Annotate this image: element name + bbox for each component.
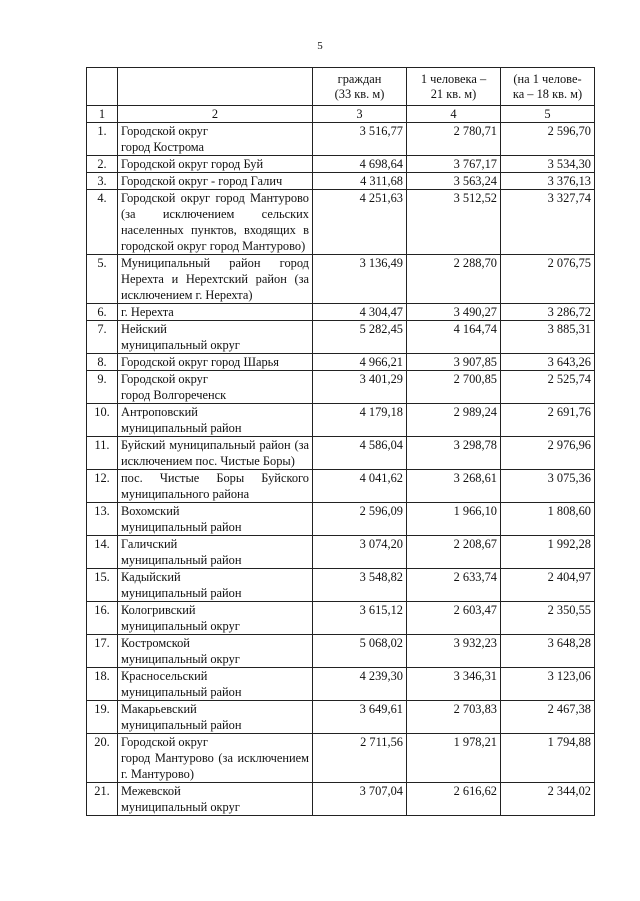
row-value-col5: 2 976,96: [501, 437, 595, 470]
row-value-col5: 2 350,55: [501, 602, 595, 635]
row-name: пос. Чистые Боры Буйского муниципального района: [118, 470, 313, 503]
row-name: Кологривский муниципальный округ: [118, 602, 313, 635]
table-row: [87, 734, 595, 783]
row-name: Костромской муниципальный округ: [118, 635, 313, 668]
header-cell-empty-2: [118, 68, 313, 106]
row-value-col3: 3 548,82: [313, 569, 407, 602]
row-name: Городской округ город Мантурово (за исключением сельских населенных пунктов, входящих в городской округ город Мантурово): [118, 190, 313, 255]
row-value-col4: 2 780,71: [407, 123, 501, 156]
row-number: 4.: [87, 190, 118, 255]
row-name: Городской округ город Кострома: [118, 123, 313, 156]
row-value-col5: 2 525,74: [501, 371, 595, 404]
row-value-col4: 2 633,74: [407, 569, 501, 602]
row-value-col3: 3 649,61: [313, 701, 407, 734]
row-name: Городской округ - город Галич: [118, 173, 313, 190]
row-number: 14.: [87, 536, 118, 569]
row-value-col5: 2 467,38: [501, 701, 595, 734]
row-value-col5: 3 534,30: [501, 156, 595, 173]
column-index-3: 3: [313, 106, 407, 123]
row-value-col3: 4 251,63: [313, 190, 407, 255]
row-number: 18.: [87, 668, 118, 701]
row-value-col5: 3 885,31: [501, 321, 595, 354]
row-value-col3: 4 698,64: [313, 156, 407, 173]
row-value-col5: 2 691,76: [501, 404, 595, 437]
row-number: 13.: [87, 503, 118, 536]
row-value-col4: 1 966,10: [407, 503, 501, 536]
row-value-col3: 3 401,29: [313, 371, 407, 404]
row-value-col3: 4 311,68: [313, 173, 407, 190]
row-value-col5: 3 376,13: [501, 173, 595, 190]
header-col3: граждан (33 кв. м): [313, 68, 407, 106]
table-row: [87, 503, 595, 536]
column-index-5: 5: [501, 106, 595, 123]
table-row: [87, 668, 595, 701]
row-number: 1.: [87, 123, 118, 156]
row-value-col4: 4 164,74: [407, 321, 501, 354]
row-number: 20.: [87, 734, 118, 783]
row-value-col3: 3 074,20: [313, 536, 407, 569]
row-number: 11.: [87, 437, 118, 470]
table-row: [87, 190, 595, 255]
row-value-col5: 3 286,72: [501, 304, 595, 321]
row-value-col5: 2 596,70: [501, 123, 595, 156]
row-number: 10.: [87, 404, 118, 437]
row-value-col4: 2 616,62: [407, 783, 501, 816]
row-value-col4: 2 989,24: [407, 404, 501, 437]
row-name: г. Нерехта: [118, 304, 313, 321]
row-value-col5: 3 327,74: [501, 190, 595, 255]
row-value-col5: 1 992,28: [501, 536, 595, 569]
row-number: 12.: [87, 470, 118, 503]
header-cell-empty-1: [87, 68, 118, 106]
row-value-col4: 2 208,67: [407, 536, 501, 569]
row-value-col4: 2 603,47: [407, 602, 501, 635]
row-value-col5: 3 123,06: [501, 668, 595, 701]
row-number: 21.: [87, 783, 118, 816]
row-value-col4: 3 767,17: [407, 156, 501, 173]
row-value-col4: 2 703,83: [407, 701, 501, 734]
row-value-col4: 3 932,23: [407, 635, 501, 668]
row-number: 3.: [87, 173, 118, 190]
row-number: 5.: [87, 255, 118, 304]
row-value-col3: 4 239,30: [313, 668, 407, 701]
table-row: [87, 569, 595, 602]
row-value-col3: 3 516,77: [313, 123, 407, 156]
row-name: Красносельский муниципальный район: [118, 668, 313, 701]
row-name: Городской округ город Шарья: [118, 354, 313, 371]
table-row: [87, 635, 595, 668]
table-row: [87, 437, 595, 470]
row-value-col4: 3 563,24: [407, 173, 501, 190]
row-number: 9.: [87, 371, 118, 404]
row-name: Буйский муниципальный район (за исключением пос. Чистые Боры): [118, 437, 313, 470]
table-row: [87, 354, 595, 371]
row-name: Городской округ город Буй: [118, 156, 313, 173]
table-row: [87, 123, 595, 156]
row-value-col4: 3 298,78: [407, 437, 501, 470]
row-number: 2.: [87, 156, 118, 173]
row-name: Муниципальный район город Нерехта и Нерехтский район (за исключением г. Нерехта): [118, 255, 313, 304]
row-value-col4: 3 268,61: [407, 470, 501, 503]
row-number: 7.: [87, 321, 118, 354]
header-col5: (на 1 челове- ка – 18 кв. м): [501, 68, 595, 106]
row-value-col3: 5 282,45: [313, 321, 407, 354]
housing-cost-table: [86, 67, 595, 816]
row-value-col4: 1 978,21: [407, 734, 501, 783]
table-row: [87, 470, 595, 503]
row-name: Кадыйский муниципальный район: [118, 569, 313, 602]
row-value-col4: 3 490,27: [407, 304, 501, 321]
page-number: 5: [317, 40, 323, 52]
row-name: Нейский муниципальный округ: [118, 321, 313, 354]
row-value-col5: 1 808,60: [501, 503, 595, 536]
row-value-col4: 3 346,31: [407, 668, 501, 701]
row-value-col5: 1 794,88: [501, 734, 595, 783]
header-col4: 1 человека – 21 кв. м): [407, 68, 501, 106]
column-index-4: 4: [407, 106, 501, 123]
row-number: 16.: [87, 602, 118, 635]
row-value-col5: 2 076,75: [501, 255, 595, 304]
row-value-col5: 3 648,28: [501, 635, 595, 668]
table-row: [87, 255, 595, 304]
row-number: 15.: [87, 569, 118, 602]
table-row: [87, 304, 595, 321]
row-value-col3: 2 711,56: [313, 734, 407, 783]
table-row: [87, 156, 595, 173]
row-value-col3: 4 179,18: [313, 404, 407, 437]
table-header-row: [87, 68, 595, 106]
row-name: Галичский муниципальный район: [118, 536, 313, 569]
row-name: Антроповский муниципальный район: [118, 404, 313, 437]
row-value-col3: 4 041,62: [313, 470, 407, 503]
row-value-col3: 4 966,21: [313, 354, 407, 371]
row-value-col4: 2 288,70: [407, 255, 501, 304]
row-value-col3: 4 304,47: [313, 304, 407, 321]
column-index-row: [87, 106, 595, 123]
row-value-col5: 3 075,36: [501, 470, 595, 503]
table-row: [87, 404, 595, 437]
row-value-col3: 3 707,04: [313, 783, 407, 816]
row-value-col5: 2 404,97: [501, 569, 595, 602]
table-row: [87, 536, 595, 569]
row-value-col3: 4 586,04: [313, 437, 407, 470]
column-index-2: 2: [118, 106, 313, 123]
row-value-col5: 2 344,02: [501, 783, 595, 816]
row-value-col4: 2 700,85: [407, 371, 501, 404]
table-row: [87, 701, 595, 734]
row-value-col4: 3 512,52: [407, 190, 501, 255]
row-value-col4: 3 907,85: [407, 354, 501, 371]
row-name: Межевской муниципальный округ: [118, 783, 313, 816]
row-name: Вохомский муниципальный район: [118, 503, 313, 536]
table-row: [87, 321, 595, 354]
row-value-col3: 2 596,09: [313, 503, 407, 536]
row-number: 6.: [87, 304, 118, 321]
table-row: [87, 173, 595, 190]
row-name: Макарьевский муниципальный район: [118, 701, 313, 734]
row-value-col3: 5 068,02: [313, 635, 407, 668]
table-row: [87, 783, 595, 816]
row-number: 19.: [87, 701, 118, 734]
row-number: 17.: [87, 635, 118, 668]
row-number: 8.: [87, 354, 118, 371]
row-value-col3: 3 136,49: [313, 255, 407, 304]
column-index-1: 1: [87, 106, 118, 123]
row-name: Городской округ город Мантурово (за исключением г. Мантурово): [118, 734, 313, 783]
row-value-col3: 3 615,12: [313, 602, 407, 635]
table-row: [87, 371, 595, 404]
row-value-col5: 3 643,26: [501, 354, 595, 371]
row-name: Городской округ город Волгореченск: [118, 371, 313, 404]
table-row: [87, 602, 595, 635]
